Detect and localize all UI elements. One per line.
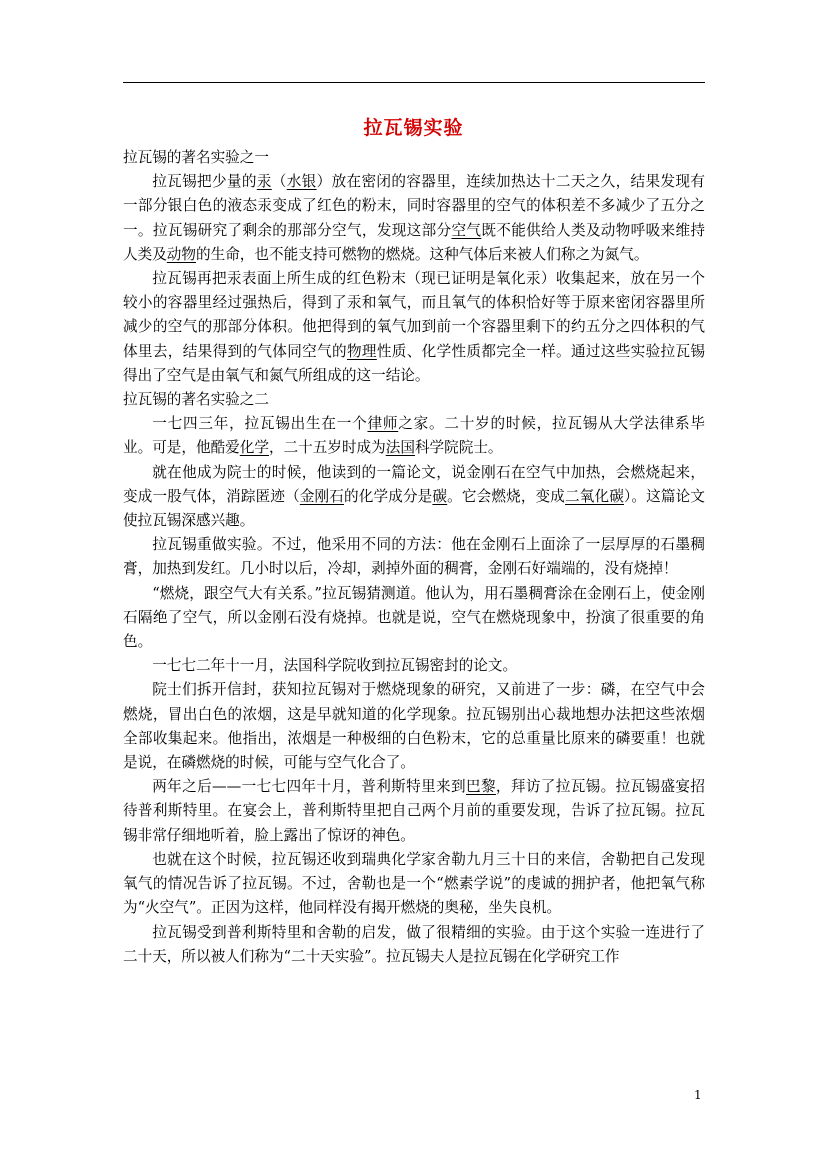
text-segment: 一七四三年，拉瓦锡出生在一个 [152, 415, 368, 433]
body-paragraph [123, 461, 705, 534]
body-paragraph [123, 267, 705, 388]
underlined-term: 二氧化碳 [565, 487, 624, 505]
underlined-term: 动物 [166, 245, 196, 263]
text-segment: ，拜访了拉瓦锡。拉瓦锡盛宴招待普利斯特里。在宴会上，普利斯特里把自己两个月前的重要发现，告诉了拉瓦锡。拉瓦锡非常仔细地听着，脸上露出了惊讶的神色。 [123, 778, 705, 844]
body-paragraph [123, 654, 705, 678]
text-segment: 。它会燃烧，变成 [447, 487, 566, 505]
page-number: 1 [694, 1088, 702, 1102]
section-heading [123, 388, 705, 412]
body-paragraph [123, 582, 705, 655]
text-segment: （ [271, 173, 287, 191]
underlined-term: 汞 [256, 173, 272, 191]
text-segment: 一七七二年十一月，法国科学院收到拉瓦锡密封的论文。 [152, 657, 518, 675]
text-segment: 拉瓦锡重做实验。不过，他采用不同的方法：他在金刚石上面涂了一层厚厚的石墨稠膏，加热到发红。几小时以后，冷却，剥掉外面的稠膏，金刚石好端端的，没有烧掉！ [123, 536, 705, 578]
underlined-term: 律师 [367, 415, 399, 433]
text-segment: 的化学成分是 [344, 487, 433, 505]
text-segment: 拉瓦锡受到普利斯特里和舍勒的启发，做了很精细的实验。由于这个实验一连进行了二十天，所以被人们称为“二十天实验”。拉瓦锡夫人是拉瓦锡在化学研究工作 [123, 923, 705, 965]
text-segment: 拉瓦锡再把汞表面上所生成的红色粉末（现已证明是氧化汞）收集起来，放在另一个较小的容器里经过强热后，得到了汞和氧气，而且氧气的体积恰好等于原来密闭容器里所减少的空气的那部分体积。他把得到的氧气加到前一个容器里剩下的约五分之四体积的气体里去，结果得到的气体同空气的 [123, 270, 705, 360]
section-heading [123, 146, 705, 170]
text-segment: ）放在密闭的容器里，连续加热达十二天之久，结果发现有一部分银白色的液态汞变成了红色的粉末，同时容器里的空气的体积差不多减少了五分之一。拉瓦锡研究了剩余的那部分空气，发现这部分 [123, 173, 705, 239]
body-paragraph [123, 533, 705, 581]
body-paragraph [123, 412, 705, 460]
body-paragraph [123, 848, 705, 921]
text-segment: 拉瓦锡把少量的 [152, 173, 257, 191]
document-body [123, 146, 705, 969]
underlined-term: 物理 [346, 342, 377, 360]
text-segment: 院士们拆开信封，获知拉瓦锡对于燃烧现象的研究，又前进了一步：磷，在空气中会燃烧，冒出白色的浓烟，这是早就知道的化学现象。拉瓦锡别出心裁地想办法把这些浓烟全部收集起来。他指出，浓烟是一种极细的白色粉末，它的总重量比原来的磷要重！也就是说，在磷燃烧的时候，可能与空气化合了。 [123, 681, 705, 772]
text-segment: ，二十五岁时成为 [268, 439, 386, 457]
body-paragraph [123, 678, 705, 775]
text-segment: 拉瓦锡的著名实验之一 [123, 149, 269, 166]
text-segment: 的生命，也不能支持可燃物的燃烧。这种气体后来被人们称之为氮气。 [196, 245, 649, 263]
text-segment: 既不能供给人类及动物呼吸来维持人类及 [123, 221, 705, 263]
text-segment: 也就在这个时候，拉瓦锡还收到瑞典化学家舍勒九月三十日的来信，舍勒把自己发现氧气的情况告诉了拉瓦锡。不过，舍勒也是一个“燃素学说”的虔诚的拥护者，他把氧气称为“火空气”。正因为这样，他同样没有揭开燃烧的奥秘，坐失良机。 [123, 850, 705, 917]
text-segment: “燃烧，跟空气大有关系。”拉瓦锡猜测道。他认为，用石墨稠膏涂在金刚石上，使金刚石隔绝了空气，所以金刚石没有烧掉。也就是说，空气在燃烧现象中，扮演了很重要的角色。 [123, 584, 705, 651]
underlined-term: 巴黎 [465, 778, 496, 796]
underlined-term: 空气 [451, 221, 482, 239]
body-paragraph [123, 921, 705, 969]
underlined-term: 金刚石 [299, 487, 345, 505]
underlined-term: 碳 [432, 487, 448, 505]
header-rule [123, 82, 705, 83]
text-segment: 科学院院士。 [414, 439, 503, 457]
underlined-term: 水银 [286, 173, 317, 191]
text-segment: 就在他成为院士的时候，他读到的一篇论文，说金刚石在空气中加热，会燃烧起来，变成一股气体，消踪匿迹（ [123, 463, 705, 505]
text-segment: 拉瓦锡的著名实验之二 [123, 391, 269, 409]
text-segment: 性质、化学性质都完全一样。通过这些实验拉瓦锡得出了空气是由氧气和氮气所组成的这一结论。 [123, 342, 705, 384]
text-segment: ）。这篇论文使拉瓦锡深感兴趣。 [123, 487, 705, 530]
underlined-term: 法国 [385, 439, 415, 457]
body-paragraph [123, 775, 705, 848]
text-segment: 两年之后——一七七四年十月，普利斯特里来到 [152, 778, 466, 796]
text-segment: 之家。二十岁的时候，拉瓦锡从大学法律系毕业。可是，他酷爱 [123, 415, 705, 457]
document-title: 拉瓦锡实验 [363, 117, 464, 139]
body-paragraph [123, 170, 705, 267]
underlined-term: 化学 [239, 439, 269, 457]
